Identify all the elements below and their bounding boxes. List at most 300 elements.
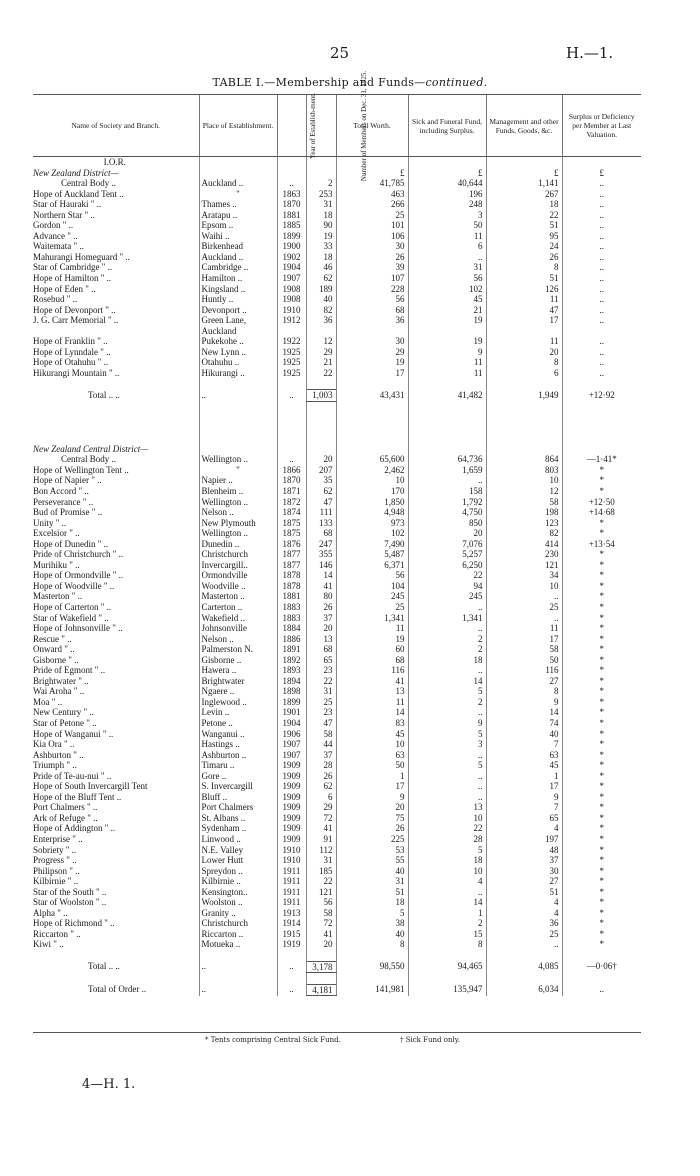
cell-surplus: * bbox=[562, 486, 641, 497]
table-row bbox=[33, 887, 641, 898]
cell-name: Hope of Wellington Tent .. bbox=[33, 464, 129, 475]
cell-surplus: .. bbox=[562, 241, 641, 252]
cell-year: .. bbox=[277, 984, 306, 996]
cell-name: Waitemata " .. bbox=[33, 241, 84, 252]
cell-worth: 60 bbox=[336, 644, 408, 655]
cell-surplus bbox=[562, 433, 641, 444]
cell-year: 1904 bbox=[277, 718, 306, 729]
cell-mgmt: 20 bbox=[486, 347, 562, 358]
table-row bbox=[33, 497, 641, 508]
cell-members: 58 bbox=[306, 908, 336, 919]
cell-sick: 850 bbox=[408, 518, 486, 529]
cell-members: 2 bbox=[306, 178, 336, 189]
cell-place: Palmerston N. bbox=[199, 644, 277, 655]
cell-worth: 2,462 bbox=[336, 465, 408, 476]
cell-mgmt: 4,085 bbox=[486, 961, 562, 973]
cell-worth: 5 bbox=[336, 908, 408, 919]
cell-place: Waihi .. bbox=[199, 231, 277, 242]
cell-surplus: * bbox=[562, 528, 641, 539]
cell-worth: 29 bbox=[336, 347, 408, 358]
cell-surplus: * bbox=[562, 750, 641, 761]
cell-mgmt: 123 bbox=[486, 518, 562, 529]
cell-name bbox=[33, 412, 199, 423]
cell-mgmt: 17 bbox=[486, 634, 562, 645]
cell-surplus: * bbox=[562, 665, 641, 676]
cell-surplus: .. bbox=[562, 284, 641, 295]
cell-sick bbox=[408, 444, 486, 455]
cell-place bbox=[199, 168, 277, 179]
cell-place: Riccarton .. bbox=[199, 929, 277, 940]
cell-worth: 53 bbox=[336, 845, 408, 856]
cell-members: 26 bbox=[306, 602, 336, 613]
cell-members: 31 bbox=[306, 199, 336, 210]
table-row bbox=[33, 539, 641, 550]
cell-surplus bbox=[562, 444, 641, 455]
cell-year bbox=[277, 433, 306, 444]
cell-sick bbox=[408, 401, 486, 412]
cell-worth bbox=[336, 433, 408, 444]
cell-surplus: * bbox=[562, 623, 641, 634]
cell-place bbox=[199, 950, 277, 961]
cell-name: Hope of Napier " .. bbox=[33, 475, 102, 486]
cell-surplus: .. bbox=[562, 368, 641, 379]
cell-year bbox=[277, 401, 306, 412]
cell-surplus: * bbox=[562, 581, 641, 592]
cell-place: Wellington .. bbox=[199, 497, 277, 508]
cell-sick: .. bbox=[408, 602, 486, 613]
table-row bbox=[33, 602, 641, 613]
cell-name: Ark of Refuge " .. bbox=[33, 812, 98, 823]
cell-surplus: .. bbox=[562, 357, 641, 368]
cell-members: 12 bbox=[306, 336, 336, 347]
cell-sick: 19 bbox=[408, 315, 486, 326]
cell-sick: 196 bbox=[408, 189, 486, 200]
cell-name: Hope of Dunedin " .. bbox=[33, 538, 109, 549]
cell-year: .. bbox=[277, 390, 306, 402]
table-row bbox=[33, 357, 641, 368]
table-row bbox=[33, 707, 641, 718]
table-row bbox=[33, 528, 641, 539]
cell-mgmt: 63 bbox=[486, 750, 562, 761]
cell-worth: 106 bbox=[336, 231, 408, 242]
cell-year: 1886 bbox=[277, 634, 306, 645]
cell-place: Wellington .. bbox=[199, 454, 277, 465]
table-row bbox=[33, 199, 641, 210]
cell-mgmt: 40 bbox=[486, 729, 562, 740]
table-row bbox=[33, 729, 641, 740]
cell-year: 1909 bbox=[277, 834, 306, 845]
cell-surplus: * bbox=[562, 707, 641, 718]
table-row bbox=[33, 665, 641, 676]
cell-members bbox=[306, 168, 336, 179]
table-row bbox=[33, 718, 641, 729]
footnote-tents: * Tents comprising Central Sick Fund. bbox=[205, 1036, 341, 1044]
cell-year: 1878 bbox=[277, 570, 306, 581]
cell-year: 1911 bbox=[277, 887, 306, 898]
cell-name bbox=[33, 973, 199, 985]
cell-sick bbox=[408, 326, 486, 337]
cell-place: Auckland .. bbox=[199, 252, 277, 263]
cell-name: Unity " .. bbox=[33, 517, 67, 528]
cell-place: Wakefield .. bbox=[199, 613, 277, 624]
cell-surplus: * bbox=[562, 908, 641, 919]
cell-surplus: +12·50 bbox=[562, 497, 641, 508]
cell-mgmt: .. bbox=[486, 591, 562, 602]
cell-year: 1909 bbox=[277, 760, 306, 771]
cell-members bbox=[306, 412, 336, 423]
cell-mgmt: 198 bbox=[486, 507, 562, 518]
cell-mgmt bbox=[486, 412, 562, 423]
cell-sick: 5 bbox=[408, 729, 486, 740]
cell-surplus bbox=[562, 157, 641, 168]
table-row bbox=[33, 444, 641, 455]
cell-mgmt: 34 bbox=[486, 570, 562, 581]
cell-name: Kia Ora " .. bbox=[33, 739, 75, 750]
col-header-name: Name of Society and Branch. bbox=[33, 95, 199, 157]
cell-surplus bbox=[562, 412, 641, 423]
cell-worth: 9 bbox=[336, 792, 408, 803]
cell-mgmt: 17 bbox=[486, 315, 562, 326]
col-header-place: Place of Establishment. bbox=[199, 95, 277, 157]
cell-surplus: .. bbox=[562, 210, 641, 221]
cell-surplus: —1·41* bbox=[562, 454, 641, 465]
cell-mgmt: 4 bbox=[486, 897, 562, 908]
table-row bbox=[33, 570, 641, 581]
cell-sick: .. bbox=[408, 475, 486, 486]
cell-place: New Plymouth bbox=[199, 518, 277, 529]
cell-name: J. G. Carr Memorial " .. bbox=[33, 315, 119, 326]
table-row bbox=[33, 178, 641, 189]
cell-place: St. Albans .. bbox=[199, 813, 277, 824]
cell-sick bbox=[408, 423, 486, 434]
cell-members: 37 bbox=[306, 613, 336, 624]
cell-mgmt: 11 bbox=[486, 294, 562, 305]
cell-place: N.E. Valley bbox=[199, 845, 277, 856]
cell-surplus: * bbox=[562, 929, 641, 940]
cell-year bbox=[277, 412, 306, 423]
cell-worth: 40 bbox=[336, 866, 408, 877]
cell-worth: 25 bbox=[336, 210, 408, 221]
cell-year: 1871 bbox=[277, 486, 306, 497]
cell-name: Hope of Devonport " .. bbox=[33, 304, 116, 315]
cell-sick: 2 bbox=[408, 918, 486, 929]
cell-name: Enterprise " .. bbox=[33, 834, 83, 844]
cell-sick: 9 bbox=[408, 718, 486, 729]
cell-worth bbox=[336, 401, 408, 412]
cell-place: Ormondville bbox=[199, 570, 277, 581]
cell-members: 31 bbox=[306, 855, 336, 866]
cell-year: 1925 bbox=[277, 347, 306, 358]
page-number: 25 bbox=[330, 44, 350, 62]
cell-place: Sydenham .. bbox=[199, 823, 277, 834]
table-row bbox=[33, 813, 641, 824]
table-row bbox=[33, 433, 641, 444]
cell-name: Star of the South " .. bbox=[33, 886, 107, 897]
table-row bbox=[33, 262, 641, 273]
cell-worth: 55 bbox=[336, 855, 408, 866]
cell-members: 41 bbox=[306, 581, 336, 592]
cell-year: 1909 bbox=[277, 771, 306, 782]
cell-year: 1899 bbox=[277, 231, 306, 242]
cell-name: Pride of Te-au-nui " .. bbox=[33, 770, 112, 781]
cell-sick: 2 bbox=[408, 644, 486, 655]
table-row bbox=[33, 220, 641, 231]
cell-members: 21 bbox=[306, 357, 336, 368]
cell-members bbox=[306, 973, 336, 985]
cell-surplus: +14·68 bbox=[562, 507, 641, 518]
cell-surplus: * bbox=[562, 465, 641, 476]
table-title-suffix: continued. bbox=[425, 76, 488, 89]
cell-place: Hikurangi .. bbox=[199, 368, 277, 379]
cell-name: Hope of Richmond " .. bbox=[33, 918, 115, 929]
table-row bbox=[33, 929, 641, 940]
cell-mgmt bbox=[486, 423, 562, 434]
cell-worth: 38 bbox=[336, 918, 408, 929]
cell-members: 247 bbox=[306, 539, 336, 550]
cell-surplus: * bbox=[562, 718, 641, 729]
cell-members bbox=[306, 326, 336, 337]
cell-members: 29 bbox=[306, 347, 336, 358]
cell-sick: 56 bbox=[408, 273, 486, 284]
cell-surplus: * bbox=[562, 602, 641, 613]
table-row bbox=[33, 465, 641, 476]
cell-surplus: * bbox=[562, 781, 641, 792]
cell-surplus: * bbox=[562, 813, 641, 824]
cell-surplus: * bbox=[562, 845, 641, 856]
cell-sick: .. bbox=[408, 750, 486, 761]
cell-name: Hope of the Bluff Tent .. bbox=[33, 791, 122, 802]
cell-surplus: +12·92 bbox=[562, 390, 641, 402]
cell-name: Onward " .. bbox=[33, 644, 75, 655]
cell-year: 1893 bbox=[277, 665, 306, 676]
cell-sick: 14 bbox=[408, 676, 486, 687]
cell-sick: 94,465 bbox=[408, 961, 486, 973]
cell-members: 18 bbox=[306, 210, 336, 221]
cell-members: 26 bbox=[306, 771, 336, 782]
cell-sick: 6 bbox=[408, 241, 486, 252]
cell-name bbox=[33, 378, 199, 389]
cell-year: 1925 bbox=[277, 368, 306, 379]
cell-year: 1883 bbox=[277, 613, 306, 624]
table-row bbox=[33, 368, 641, 379]
table-row bbox=[33, 168, 641, 179]
cell-members: 20 bbox=[306, 939, 336, 950]
cell-year: 1909 bbox=[277, 813, 306, 824]
col-header-surplus: Surplus or Deficiency per Member at Last Valuation. bbox=[562, 95, 641, 157]
table-row bbox=[33, 273, 641, 284]
cell-mgmt: 126 bbox=[486, 284, 562, 295]
cell-surplus: * bbox=[562, 560, 641, 571]
cell-sick: 1 bbox=[408, 908, 486, 919]
cell-sick: 28 bbox=[408, 834, 486, 845]
table-row bbox=[33, 918, 641, 929]
cell-surplus: * bbox=[562, 697, 641, 708]
cell-surplus: * bbox=[562, 549, 641, 560]
cell-sick: £ bbox=[408, 168, 486, 179]
cell-members: 82 bbox=[306, 305, 336, 316]
cell-place: .. bbox=[199, 961, 277, 973]
cell-sick bbox=[408, 950, 486, 961]
table-row bbox=[33, 781, 641, 792]
table-row bbox=[33, 591, 641, 602]
cell-mgmt: 27 bbox=[486, 876, 562, 887]
cell-worth: 30 bbox=[336, 241, 408, 252]
cell-sick: 5 bbox=[408, 760, 486, 771]
cell-mgmt: 11 bbox=[486, 623, 562, 634]
cell-members: 185 bbox=[306, 866, 336, 877]
cell-year: 1885 bbox=[277, 220, 306, 231]
cell-name: Ashburton " .. bbox=[33, 749, 84, 760]
table-row bbox=[33, 157, 641, 168]
cell-name: Philipson " .. bbox=[33, 865, 80, 876]
cell-surplus bbox=[562, 401, 641, 412]
cell-mgmt: 25 bbox=[486, 602, 562, 613]
cell-sick: 11 bbox=[408, 231, 486, 242]
cell-worth: 4,948 bbox=[336, 507, 408, 518]
cell-year bbox=[277, 973, 306, 985]
cell-name: Triumph " .. bbox=[33, 760, 77, 771]
table-row bbox=[33, 454, 641, 465]
cell-mgmt bbox=[486, 433, 562, 444]
cell-place: Carterton .. bbox=[199, 602, 277, 613]
cell-sick: 5 bbox=[408, 686, 486, 697]
cell-sick: 2 bbox=[408, 697, 486, 708]
table-row bbox=[33, 423, 641, 434]
cell-sick: 11 bbox=[408, 368, 486, 379]
cell-place: Kensington.. bbox=[199, 887, 277, 898]
cell-worth: 1,341 bbox=[336, 613, 408, 624]
cell-worth: 13 bbox=[336, 686, 408, 697]
cell-worth: 1,850 bbox=[336, 497, 408, 508]
cell-sick: 10 bbox=[408, 813, 486, 824]
cell-worth: 45 bbox=[336, 729, 408, 740]
cell-year: 1911 bbox=[277, 866, 306, 877]
cell-year bbox=[277, 326, 306, 337]
cell-sick: .. bbox=[408, 887, 486, 898]
cell-name: Hikurangi Mountain " .. bbox=[33, 367, 120, 378]
table-row bbox=[33, 623, 641, 634]
cell-place: Aratapu .. bbox=[199, 210, 277, 221]
cell-sick: 10 bbox=[408, 866, 486, 877]
cell-members: 28 bbox=[306, 760, 336, 771]
cell-place: Green Lane, bbox=[199, 315, 277, 326]
cell-surplus: £ bbox=[562, 168, 641, 179]
cell-members: 22 bbox=[306, 676, 336, 687]
cell-name: Excelsior " .. bbox=[33, 528, 80, 539]
table-row bbox=[33, 634, 641, 645]
cell-worth: 98,550 bbox=[336, 961, 408, 973]
cell-year: 1925 bbox=[277, 357, 306, 368]
cell-mgmt bbox=[486, 157, 562, 168]
cell-members bbox=[306, 950, 336, 961]
cell-members: 35 bbox=[306, 475, 336, 486]
cell-mgmt: 30 bbox=[486, 866, 562, 877]
cell-worth: 228 bbox=[336, 284, 408, 295]
cell-mgmt: 47 bbox=[486, 305, 562, 316]
cell-name: Advance " .. bbox=[33, 230, 78, 241]
cell-mgmt: 803 bbox=[486, 465, 562, 476]
cell-members: 189 bbox=[306, 284, 336, 295]
cell-sick: 31 bbox=[408, 262, 486, 273]
table-row bbox=[33, 897, 641, 908]
cell-worth: 5,487 bbox=[336, 549, 408, 560]
cell-mgmt: 36 bbox=[486, 918, 562, 929]
cell-worth: 8 bbox=[336, 939, 408, 950]
cell-members: 22 bbox=[306, 368, 336, 379]
table-row bbox=[33, 326, 641, 337]
cell-members: 20 bbox=[306, 623, 336, 634]
cell-name: Star of Cambridge " .. bbox=[33, 262, 113, 273]
cell-year: 1892 bbox=[277, 655, 306, 666]
cell-place: Christchurch bbox=[199, 918, 277, 929]
cell-place: Invercargill.. bbox=[199, 560, 277, 571]
cell-members: 1,003 bbox=[306, 390, 336, 402]
cell-name: Gisborne " .. bbox=[33, 654, 79, 665]
cell-mgmt: 7 bbox=[486, 802, 562, 813]
cell-place: Masterton .. bbox=[199, 591, 277, 602]
cell-members: 13 bbox=[306, 634, 336, 645]
cell-year: 1878 bbox=[277, 581, 306, 592]
cell-worth: 102 bbox=[336, 528, 408, 539]
cell-worth: 107 bbox=[336, 273, 408, 284]
cell-mgmt: 1 bbox=[486, 771, 562, 782]
cell-worth: 36 bbox=[336, 315, 408, 326]
cell-mgmt: 51 bbox=[486, 887, 562, 898]
cell-mgmt: 58 bbox=[486, 497, 562, 508]
cell-place bbox=[199, 412, 277, 423]
cell-members: 62 bbox=[306, 486, 336, 497]
cell-name: Hope of Hamilton " .. bbox=[33, 273, 112, 284]
cell-name: Moa " .. bbox=[33, 696, 63, 707]
cell-mgmt: .. bbox=[486, 613, 562, 624]
cell-mgmt: 22 bbox=[486, 210, 562, 221]
cell-surplus: .. bbox=[562, 294, 641, 305]
table-row bbox=[33, 378, 641, 389]
cell-worth: 1 bbox=[336, 771, 408, 782]
cell-worth: 56 bbox=[336, 570, 408, 581]
cell-members: 14 bbox=[306, 570, 336, 581]
cell-sick: 7,076 bbox=[408, 539, 486, 550]
cell-place: Timaru .. bbox=[199, 760, 277, 771]
cell-surplus: * bbox=[562, 613, 641, 624]
cell-worth: 25 bbox=[336, 602, 408, 613]
cell-sick: 40,644 bbox=[408, 178, 486, 189]
cell-mgmt: 27 bbox=[486, 676, 562, 687]
cell-year bbox=[277, 157, 306, 168]
cell-place: Ashburton .. bbox=[199, 750, 277, 761]
cell-name: Hope of Auckland Tent .. bbox=[33, 188, 124, 199]
cell-mgmt: 9 bbox=[486, 697, 562, 708]
cell-worth: 75 bbox=[336, 813, 408, 824]
cell-worth: 104 bbox=[336, 581, 408, 592]
cell-members bbox=[306, 423, 336, 434]
cell-year: 1902 bbox=[277, 252, 306, 263]
cell-members: 62 bbox=[306, 781, 336, 792]
table-row bbox=[33, 581, 641, 592]
cell-place bbox=[199, 444, 277, 455]
cell-sick: 5,257 bbox=[408, 549, 486, 560]
table-row bbox=[33, 390, 641, 402]
cell-place: Port Chalmers bbox=[199, 802, 277, 813]
cell-members: 40 bbox=[306, 294, 336, 305]
cell-members: 58 bbox=[306, 729, 336, 740]
cell-year: 1901 bbox=[277, 707, 306, 718]
cell-sick: 15 bbox=[408, 929, 486, 940]
cell-mgmt: 116 bbox=[486, 665, 562, 676]
cell-sick bbox=[408, 157, 486, 168]
table-row bbox=[33, 189, 641, 200]
cell-name: Star of Hauraki " .. bbox=[33, 199, 102, 210]
